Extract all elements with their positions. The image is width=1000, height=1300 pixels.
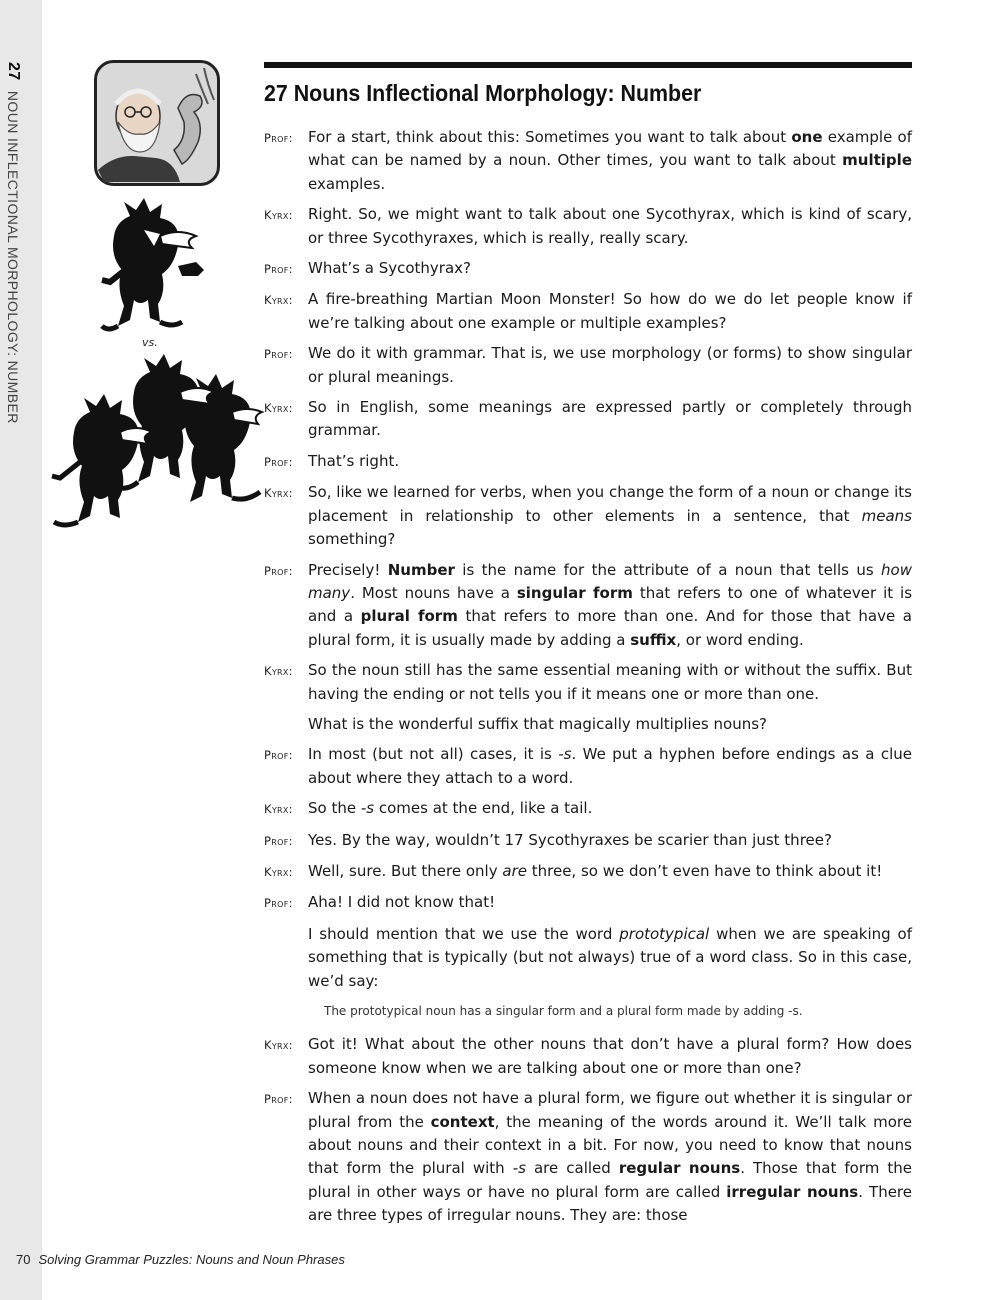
text-run: When a noun does not have a plural form, we figure out whether it is singular or plural from the: [308, 1089, 912, 1131]
dialog-text: [308, 743, 912, 790]
dialog-turn: [264, 288, 912, 335]
versus-label: vs.: [142, 336, 158, 349]
bold-term: regular nouns: [618, 1159, 741, 1178]
text-run: So in English, some meanings are expressed partly or completely through grammar.: [308, 398, 912, 440]
text-run: In most (but not all) cases, it is: [308, 745, 559, 764]
dialog-turn: [264, 203, 912, 250]
text-run: Right. So, we might want to talk about one Sycothyrax, which is kind of scary, or three Sycothyraxes, which is really, really scary.: [308, 205, 912, 247]
text-run: What’s a Sycothyrax?: [308, 259, 472, 278]
bold-term: irregular nouns: [726, 1182, 859, 1201]
italic-term: -s: [360, 799, 375, 818]
dialog-text: [308, 1033, 912, 1080]
text-run: comes at the end, like a tail.: [374, 799, 593, 818]
text-run: , or word ending.: [676, 630, 804, 649]
text-run: . Most nouns have a: [350, 583, 517, 602]
dialog-text: [308, 342, 912, 389]
bold-term: Number: [387, 560, 455, 579]
dialog-text: [308, 396, 912, 443]
dialog-turn: [264, 559, 912, 653]
italic-term: -s: [558, 745, 572, 764]
page-title: 27 Nouns Inflectional Morphology: Number: [264, 80, 702, 106]
professor-portrait-illustration: [94, 60, 220, 186]
text-run: For a start, think about this: Sometimes you want to talk about: [308, 128, 792, 146]
dialog-turn: [264, 860, 912, 884]
text-run: three, so we don’t even have to think about it!: [526, 861, 883, 880]
dialog-turn: [264, 1033, 912, 1080]
italic-term: are: [502, 861, 527, 880]
text-run: are called: [525, 1159, 619, 1178]
dialog-turn: [264, 257, 912, 281]
italic-term: means: [861, 506, 912, 525]
chapter-number: 27: [5, 62, 22, 81]
dialog-text: [308, 829, 912, 853]
dialog-text: [308, 891, 912, 915]
speaker-kyrx: Kyrx:: [264, 802, 293, 817]
dialog-turn: [264, 891, 912, 915]
dialog-text: [308, 1087, 912, 1227]
bold-term: singular form: [516, 583, 633, 602]
dialog-text: [308, 659, 912, 706]
speaker-kyrx: Kyrx:: [264, 486, 293, 501]
text-run: So, like we learned for verbs, when you change the form of a noun or change its placement in relationship to other elements in a sentence, that: [308, 483, 912, 525]
text-run: something?: [308, 530, 396, 549]
text-run: Well, sure. But there only: [308, 861, 503, 880]
dialog-continuation: [308, 713, 912, 736]
three-monsters-illustration: [50, 352, 265, 530]
book-title: Solving Grammar Puzzles: Nouns and Noun Phrases: [38, 1252, 345, 1267]
dialog-text: [308, 559, 912, 653]
dialog-turn: [264, 126, 912, 196]
speaker-prof: Prof:: [264, 833, 293, 848]
dialog-turn: [264, 1087, 912, 1227]
dialog-body: [264, 126, 912, 1235]
text-run: So the: [308, 799, 361, 818]
text-run: when we are speaking of something that is typically (but not always) true of a word class. So in this case, we’d say:: [308, 924, 913, 990]
text-run: I should mention that we use the word: [308, 924, 620, 943]
speaker-kyrx: Kyrx:: [264, 293, 293, 308]
dialog-turn: [264, 659, 912, 706]
dialog-turn: [264, 450, 912, 474]
speaker-prof: Prof:: [264, 262, 293, 277]
speaker-kyrx: Kyrx:: [264, 864, 293, 879]
text-run: that refers to one of whatever it is and a: [308, 583, 913, 626]
text-run: So the noun still has the same essential meaning with or without the suffix. But having the ending or not tells you if it means one or more than one.: [308, 661, 912, 703]
speaker-prof: Prof:: [264, 347, 293, 362]
text-run: is the name for the attribute of a noun that tells us: [454, 560, 882, 579]
dialog-turn: [264, 342, 912, 389]
bold-term: plural form: [360, 607, 458, 626]
text-run: that refers to more than one. And for those that have a plural form, it is usually made by adding a: [308, 607, 912, 649]
text-run: Aha! I did not know that!: [308, 893, 496, 912]
text-run: A fire-breathing Martian Moon Monster! So how do we do let people know if we’re talking about one example or multiple examples?: [308, 290, 912, 332]
speaker-prof: Prof:: [264, 748, 293, 763]
speaker-kyrx: Kyrx:: [264, 401, 293, 416]
dialog-text: [308, 860, 912, 884]
dialog-turn: [264, 481, 912, 551]
dialog-continuation: [308, 923, 912, 993]
dialog-text: [308, 126, 912, 196]
speaker-kyrx: Kyrx:: [264, 664, 293, 679]
dialog-text: [308, 203, 912, 250]
dialog-text: [308, 450, 912, 474]
speaker-prof: Prof:: [264, 454, 293, 469]
dialog-text: [308, 481, 912, 551]
speaker-prof: Prof:: [264, 131, 293, 145]
text-run: The prototypical noun has a singular form and a plural form made by adding -s.: [324, 1004, 803, 1018]
text-run: That’s right.: [308, 451, 400, 470]
chapter-label: NOUN INFLECTIONAL MORPHOLOGY: NUMBER: [5, 90, 21, 424]
dialog-turn: [264, 396, 912, 443]
text-run: . Those that form the plural in other ways or have no plural form are called: [308, 1159, 913, 1201]
speaker-prof: Prof:: [264, 896, 293, 911]
italic-term: prototypical: [619, 924, 710, 943]
dialog-turn: [264, 743, 912, 790]
speaker-kyrx: Kyrx:: [264, 208, 293, 223]
bold-term: one: [791, 128, 823, 146]
text-run: Yes. By the way, wouldn’t 17 Sycothyraxes be scarier than just three?: [308, 830, 832, 849]
dialog-turn: [264, 829, 912, 853]
italic-term: -s: [512, 1159, 526, 1178]
text-run: example of what can be named by a noun. Other times, you want to talk about: [308, 128, 912, 170]
text-run: Precisely!: [308, 560, 388, 579]
bold-term: suffix: [630, 630, 677, 649]
speaker-prof: Prof:: [264, 563, 293, 578]
prototype-definition-quote: [324, 1000, 912, 1023]
text-run: . There are three types of irregular nouns. They are: those: [308, 1182, 912, 1225]
text-run: We do it with grammar. That is, we use morphology (or forms) to show singular or plural meanings.: [308, 344, 912, 386]
single-monster-illustration: [100, 196, 210, 336]
text-run: . We put a hyphen before endings as a clue about where they attach to a word.: [308, 745, 912, 787]
speaker-kyrx: Kyrx:: [264, 1038, 293, 1053]
italic-term: how many: [308, 560, 912, 602]
bold-term: multiple: [842, 151, 912, 170]
text-run: What is the wonderful suffix that magically multiplies nouns?: [308, 714, 767, 733]
text-run: Got it! What about the other nouns that don’t have a plural form? How does someone know when we are talking about one or more than one?: [308, 1035, 912, 1077]
page-number: 70: [16, 1252, 31, 1267]
dialog-text: [308, 797, 912, 821]
chapter-side-label: [4, 62, 22, 424]
dialog-text: [308, 257, 912, 281]
text-run: , the meaning of the words around it. We’ll talk more about nouns and their context in a bit. For now, you need to know that nouns that form the plural with: [308, 1112, 912, 1178]
page-footer: [16, 1252, 345, 1267]
speaker-prof: Prof:: [264, 1092, 293, 1107]
chapter-sidebar: [0, 0, 42, 1300]
dialog-turn: [264, 797, 912, 821]
title-rule: [264, 62, 912, 68]
dialog-text: [308, 288, 912, 335]
text-run: examples.: [308, 174, 386, 193]
bold-term: context: [430, 1112, 495, 1131]
